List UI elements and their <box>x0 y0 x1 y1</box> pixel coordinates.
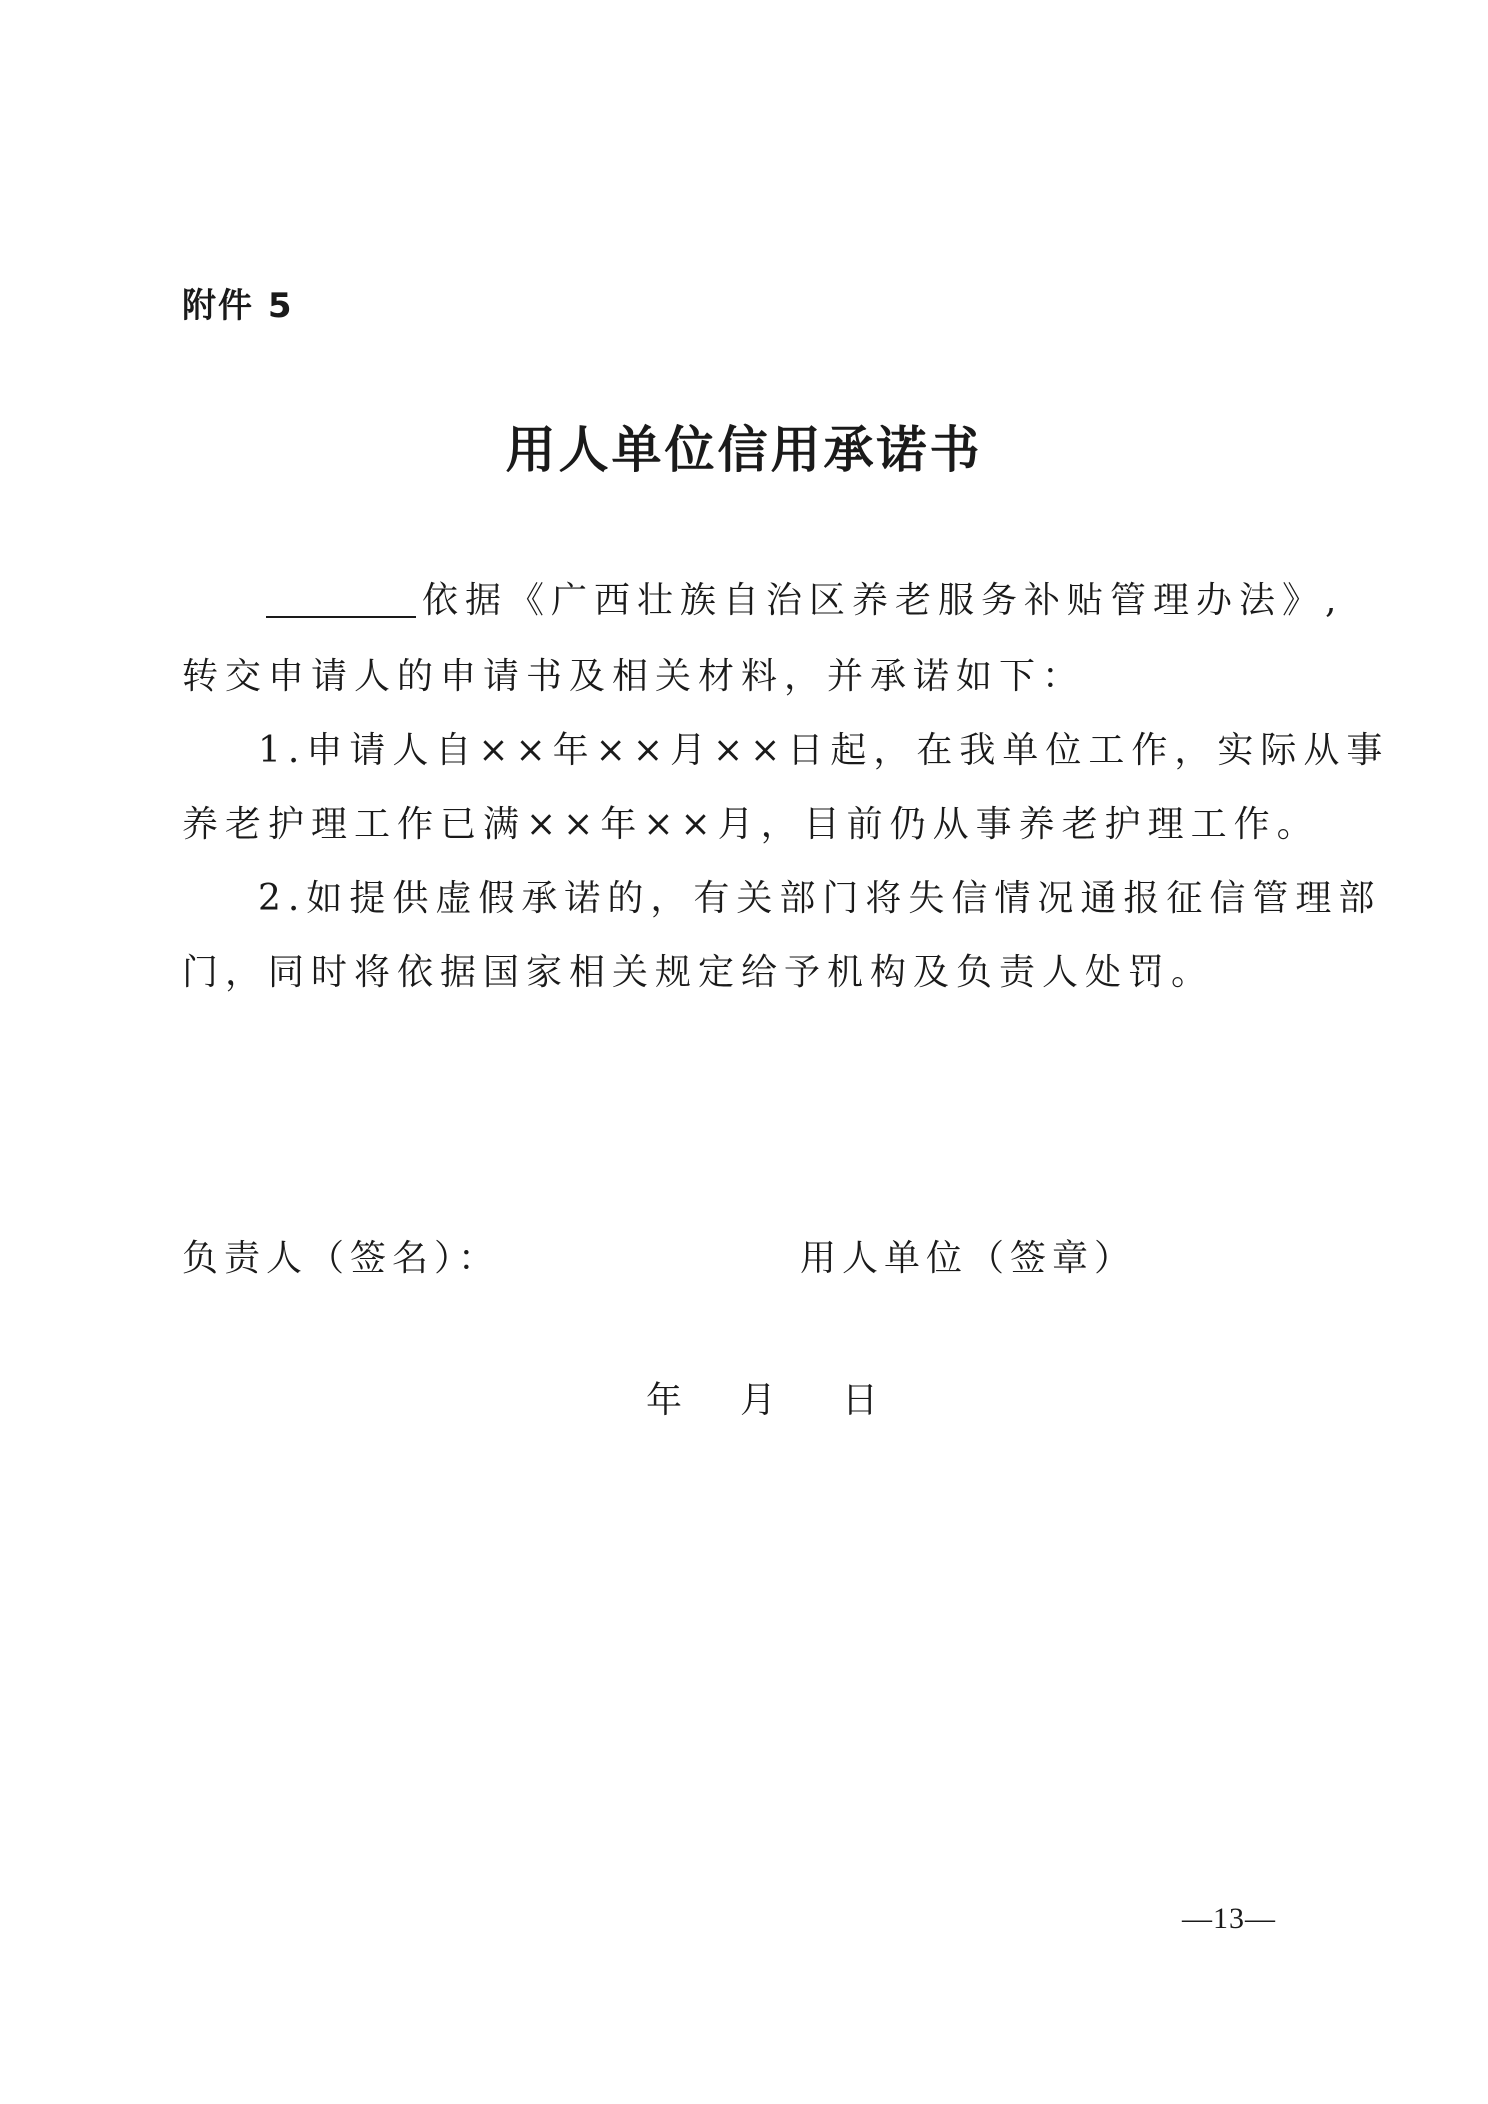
intro-line-2: 转交申请人的申请书及相关材料，并承诺如下： <box>182 656 1086 697</box>
attachment-label: 附件 5 <box>182 286 294 326</box>
intro-line-1-text: 依据《广西壮族自治区养老服务补贴管理办法》, <box>422 580 1344 621</box>
document-title: 用人单位信用承诺书 <box>505 421 983 479</box>
item-2-line-1: 2.如提供虚假承诺的，有关部门将失信情况通报征信管理部 <box>258 878 1382 919</box>
date-day-label: 日 <box>842 1380 879 1421</box>
date-month-label: 月 <box>740 1380 777 1421</box>
item-2-line-2: 门，同时将依据国家相关规定给予机构及负责人处罚。 <box>182 952 1215 993</box>
unit-seal-label: 用人单位（签章） <box>800 1238 1137 1279</box>
unit-name-blank <box>266 580 416 618</box>
item-1-line-2: 养老护理工作已满××年××月，目前仍从事养老护理工作。 <box>182 804 1320 845</box>
date-year-label: 年 <box>646 1380 683 1421</box>
page-number: —13— <box>1182 1902 1276 1935</box>
item-1-line-1: 1.申请人自××年××月××日起，在我单位工作，实际从事 <box>258 730 1390 771</box>
intro-line-1 <box>266 572 1343 623</box>
person-signature-label: 负责人（签名）： <box>182 1238 501 1279</box>
